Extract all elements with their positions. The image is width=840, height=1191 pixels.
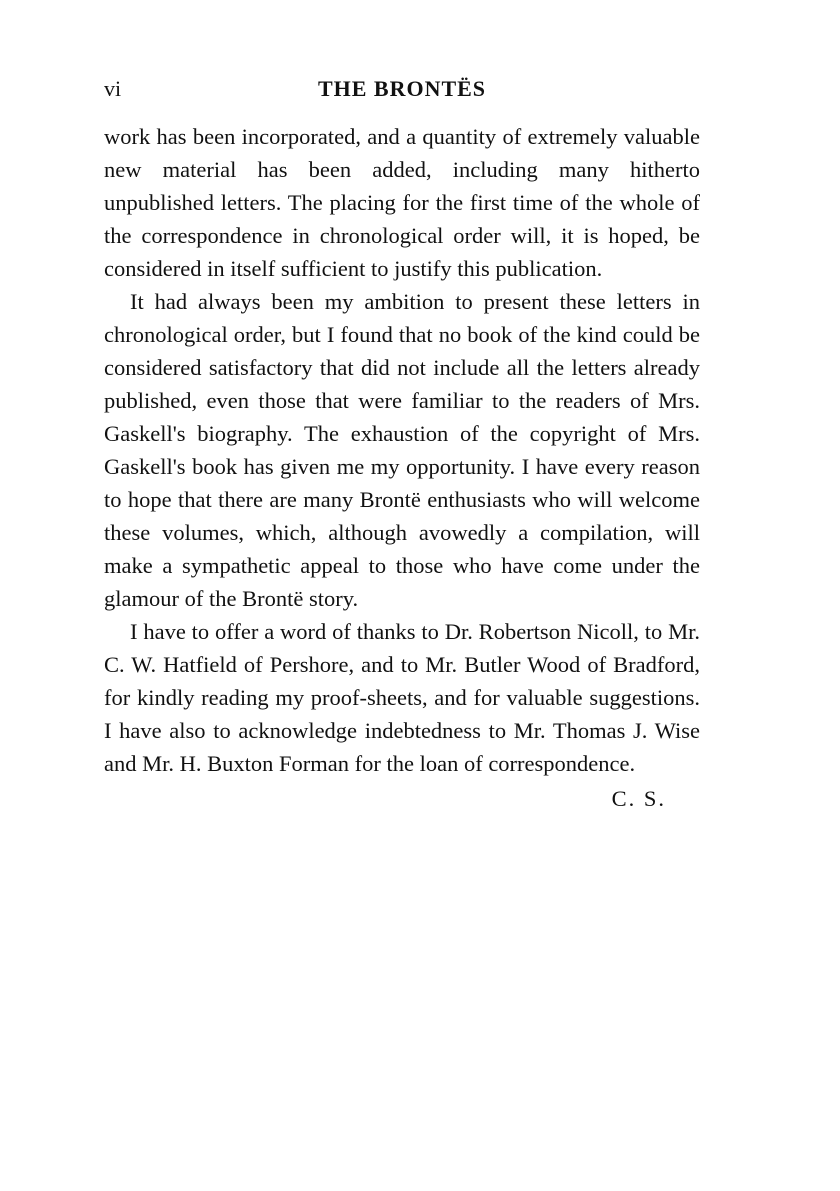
signature-initials: C. S. (611, 786, 666, 811)
page-number: vi (104, 76, 122, 101)
paragraph-acknowledgements: I have to offer a word of thanks to Dr. Robertson Nicoll, to Mr. C. W. Hatfield of Pershore, and to Mr. Butler Wood of Bradford, for kindly reading my proof-sheets, and for valuable suggestions. I have also to acknowledge indebtedness to Mr. Thomas J. Wise and Mr. H. Buxton Forman for the loan of correspondence. (104, 619, 700, 776)
running-head (104, 72, 700, 108)
paragraph-continuation: work has been incorporated, and a quantity of extremely valuable new material has been added, including many hitherto unpublished letters. The placing for the first time of the whole of the correspondence in chronological order will, it is hoped, be considered in itself sufficient to justify this publication. (104, 124, 700, 281)
paragraph-ambition: It had always been my ambition to present these letters in chronological order, but I found that no book of the kind could be considered satisfactory that did not include all the letters already published, even those that were familiar to the readers of Mrs. Gaskell's biography. The exhaustion of the copyright of Mrs. Gaskell's book has given me my opportunity. I have every reason to hope that there are many Brontë enthusiasts who will welcome these volumes, which, although avowedly a compilation, will make a sympathetic appeal to those who have come under the glamour of the Brontë story. (104, 289, 700, 611)
body-text (104, 120, 700, 780)
running-title: THE BRONTËS (317, 76, 487, 101)
book-page (104, 72, 700, 815)
